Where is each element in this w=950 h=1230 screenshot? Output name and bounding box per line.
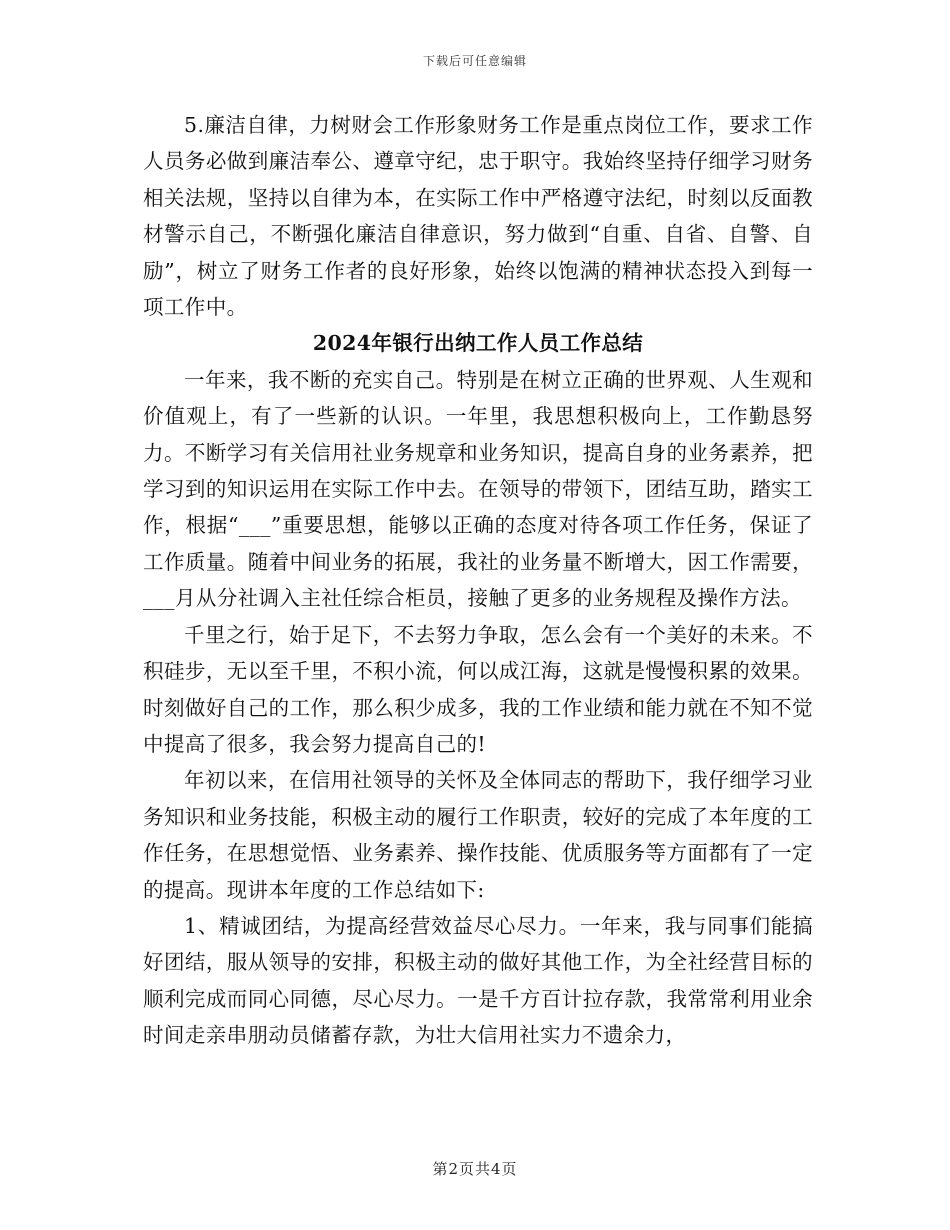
page-number: 第2页共4页: [432, 1160, 518, 1178]
page-header-note: 下载后可任意编辑: [422, 54, 527, 68]
document-body: [143, 107, 813, 1054]
paragraph-self-improvement: 一年来，我不断的充实自己。特别是在树立正确的世界观、人生观和价值观上，有了一些新的认识。一年里，我思想积极向上，工作勤恳努力。不断学习有关信用社业务规章和业务知识，提高自身的业务素养，把学习到的知识运用在实际工作中去。在领导的带领下，团结互助，踏实工作，根据“___”重要思想，能够以正确的态度对待各项工作任务，保证了工作质量。随着中间业务的拓展，我社的业务量不断增大，因工作需要，___月从分社调入主社任综合柜员，接触了更多的业务规程及操作方法。: [143, 367, 813, 611]
paragraph-step-by-step: 千里之行，始于足下，不去努力争取，怎么会有一个美好的未来。不积硅步，无以至千里，不积小流，何以成江海，这就是慢慢积累的效果。时刻做好自己的工作，那么积少成多，我的工作业绩和能力就在不知不觉中提高了很多，我会努力提高自己的!: [143, 622, 813, 756]
paragraph-unity: 1、精诚团结，为提高经营效益尽心尽力。一年来，我与同事们能搞好团结，服从领导的安排，积极主动的做好其他工作，为全社经营目标的顺利完成而同心同德，尽心尽力。一是千方百计拉存款，我常常利用业余时间走亲串朋动员储蓄存款，为壮大信用社实力不遗余力，: [143, 913, 813, 1048]
document-title: 2024年银行出纳工作人员工作总结: [312, 331, 644, 356]
paragraph-year-summary-intro: 年初以来，在信用社领导的关怀及全体同志的帮助下，我仔细学习业务知识和业务技能，积极主动的履行工作职责，较好的完成了本年度的工作任务，在思想觉悟、业务素养、操作技能、优质服务等方面都有了一定的提高。现讲本年度的工作总结如下:: [143, 768, 813, 902]
paragraph-integrity: 5.廉洁自律，力树财会工作形象财务工作是重点岗位工作，要求工作人员务必做到廉洁奉公、遵章守纪，忠于职守。我始终坚持仔细学习财务相关法规，坚持以自律为本，在实际工作中严格遵守法纪，时刻以反面教材警示自己，不断强化廉洁自律意识，努力做到“自重、自省、自警、自励”，树立了财务工作者的良好形象，始终以饱满的精神状态投入到每一项工作中。: [143, 113, 813, 320]
